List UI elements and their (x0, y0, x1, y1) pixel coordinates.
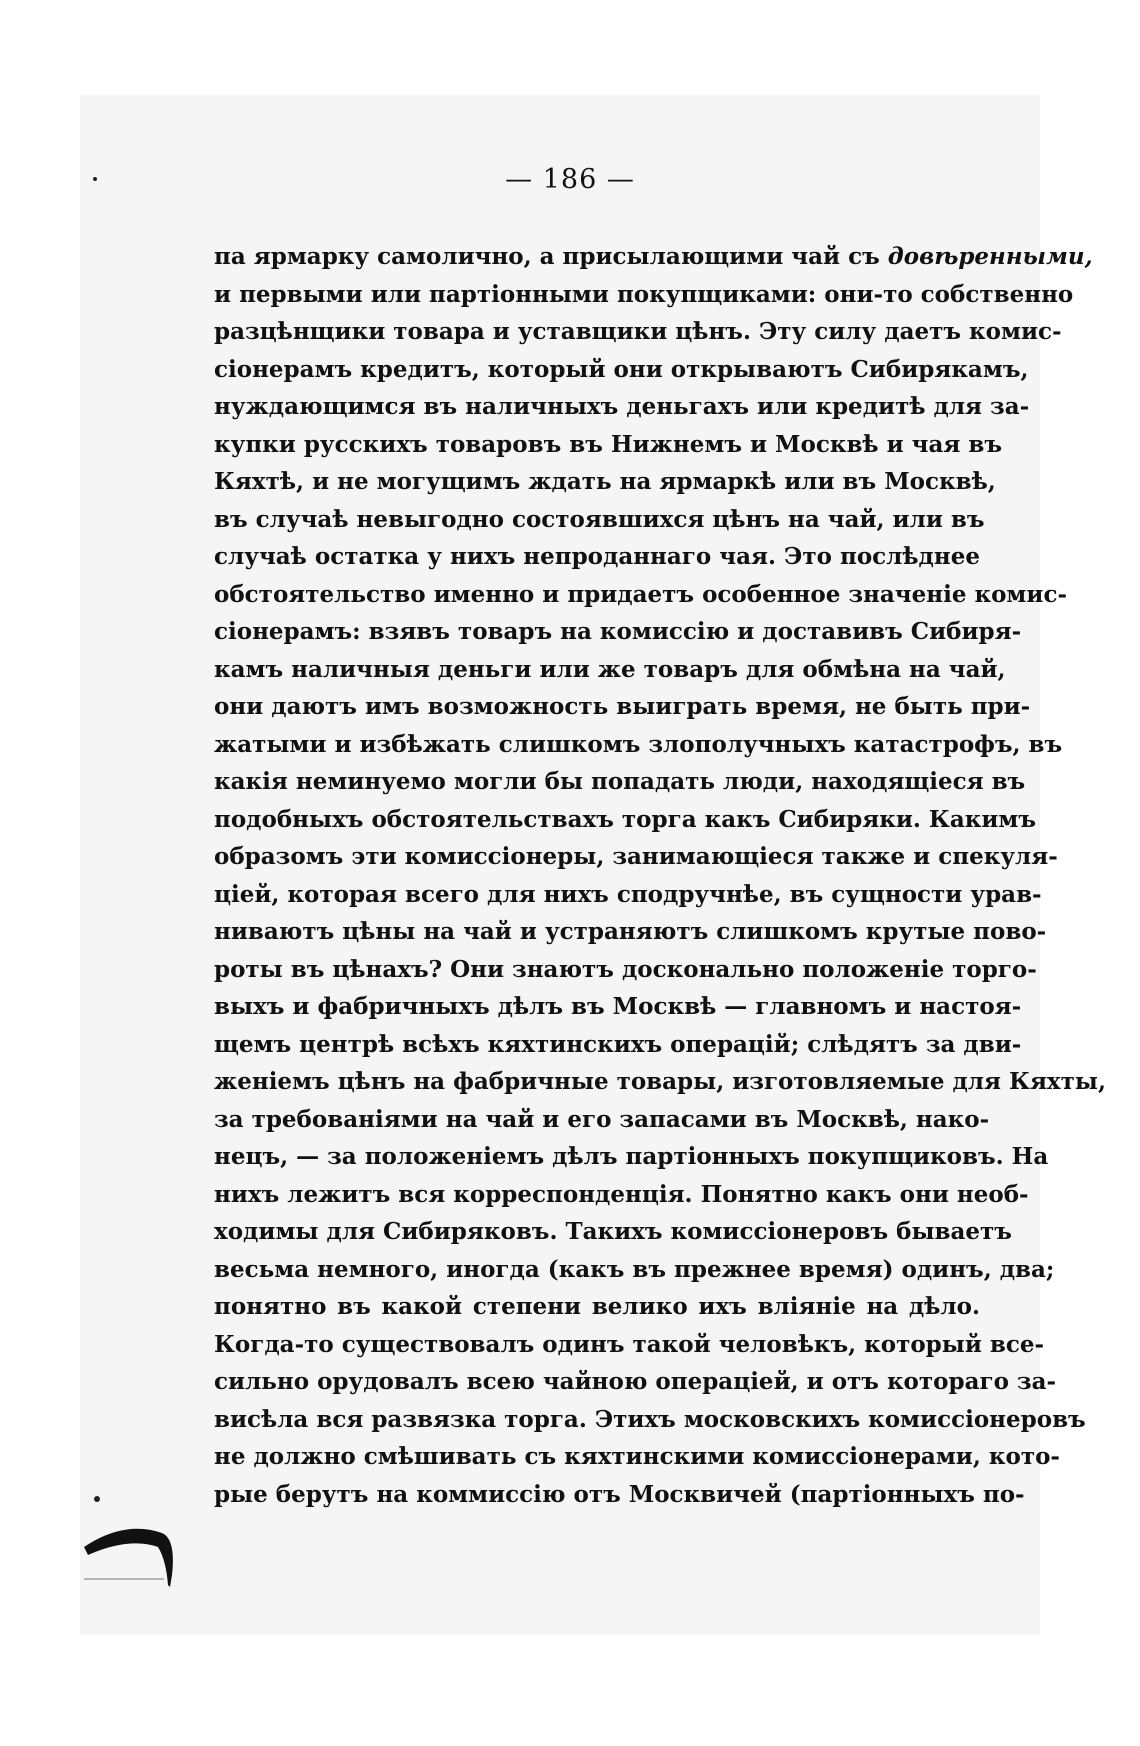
text-line (214, 501, 985, 539)
text-line-content: щемъ центрѣ всѣхъ кяхтинскихъ операцій; слѣдятъ за дви- (214, 1030, 1022, 1058)
text-line-content: подобныхъ обстоятельствахъ торга какъ Сибиряки. Какимъ (214, 805, 1037, 833)
text-line-content: Когда-то существовалъ одинъ такой человѣкъ, который все- (214, 1330, 1045, 1358)
text-line-content: образомъ эти комиссіонеры, занимающіеся также и спекуля- (214, 843, 1058, 870)
text-line (214, 688, 1031, 726)
text-line (214, 1363, 1057, 1401)
text-line-content: какія неминуемо могли бы попадать люди, находящіеся въ (214, 768, 1026, 795)
text-line-content: случаѣ остатка у нихъ непроданнаго чая. Это послѣднее (214, 543, 980, 570)
text-line (214, 1476, 1025, 1514)
text-line (214, 1326, 1045, 1364)
text-line-content: сіонерамъ кредитъ, который они открываютъ Сибирякамъ, (214, 355, 1029, 383)
text-line (214, 1438, 1060, 1476)
text-line-content: нуждающимся въ наличныхъ деньгахъ или кредитѣ для за- (214, 393, 1030, 420)
text-line (214, 913, 1047, 951)
text-line-content: обстоятельство именно и придаетъ особенное значеніе комис- (214, 580, 1068, 608)
text-line-content: рые берутъ на коммиссію отъ Москвичей (партіонныхъ по- (214, 1480, 1025, 1508)
text-line-content: нецъ, — за положеніемъ дѣлъ партіонныхъ покупщиковъ. На (214, 1143, 1049, 1170)
text-line (214, 801, 1037, 839)
ink-blot-mark (84, 1515, 194, 1595)
text-line-content: нихъ лежитъ вся корреспонденція. Понятно какъ они необ- (214, 1180, 1029, 1208)
text-line (214, 951, 1037, 989)
text-line (214, 763, 1026, 801)
text-line-content: роты въ цѣнахъ? Они знаютъ досконально положеніе торго- (214, 955, 1037, 983)
speck-mark (94, 1496, 100, 1502)
text-line-content: ниваютъ цѣны на чай и устраняютъ слишкомъ крутые пово- (214, 918, 1047, 945)
text-line-content: въ случаѣ невыгодно состоявшихся цѣнъ на чай, или въ (214, 505, 985, 533)
text-line (214, 276, 1074, 314)
page-number: — 186 — (505, 164, 635, 195)
text-line-content: Кяхтѣ, и не могущимъ ждать на ярмаркѣ или въ Москвѣ, (214, 468, 996, 495)
text-line-content: понятно въ какой степени велико ихъ вліяніе на дѣло. (214, 1293, 980, 1320)
text-line (214, 613, 1022, 651)
text-line-content: ціей, которая всего для нихъ сподручнѣе, въ сущности урав- (214, 880, 1042, 908)
text-line (214, 576, 1068, 614)
text-line (214, 388, 1030, 426)
text-line-content: не должно смѣшивать съ кяхтинскими комиссіонерами, кото- (214, 1443, 1060, 1470)
text-line (214, 1101, 990, 1139)
text-line-content: и первыми или партіонными покупщиками: они-то собственно (214, 280, 1074, 308)
text-line-content: сильно орудовалъ всею чайною операціей, и отъ котораго за- (214, 1368, 1057, 1395)
text-line-content: камъ наличныя деньги или же товаръ для обмѣна на чай, (214, 655, 1006, 683)
text-line (214, 1288, 980, 1326)
text-line-content: весьма немного, иногда (какъ въ прежнее время) одинъ, два; (214, 1255, 1055, 1283)
text-line-content: за требованіями на чай и его запасами въ Москвѣ, нако- (214, 1105, 990, 1133)
text-line (214, 1176, 1029, 1214)
text-line (214, 651, 1006, 689)
text-line (214, 726, 1063, 764)
text-line-content: жатыми и избѣжать слишкомъ злополучныхъ катастрофъ, въ (214, 730, 1063, 758)
text-line (214, 351, 1029, 389)
text-line-content: ходимы для Сибиряковъ. Такихъ комиссіонеровъ бываетъ (214, 1218, 1012, 1245)
body-text (214, 238, 1106, 1513)
text-line (214, 1063, 1106, 1101)
text-line (214, 1251, 1055, 1289)
text-line-content: купки русскихъ товаровъ въ Нижнемъ и Москвѣ и чая въ (214, 430, 1003, 458)
text-line (214, 1213, 1012, 1251)
text-line (214, 988, 1022, 1026)
text-line (214, 1138, 1049, 1176)
text-line (214, 313, 1062, 351)
text-line-content: выхъ и фабричныхъ дѣлъ въ Москвѣ — главномъ и настоя- (214, 993, 1022, 1020)
text-line (214, 538, 980, 576)
text-line (214, 838, 1058, 876)
text-line (214, 426, 1003, 464)
text-line (214, 1401, 1086, 1439)
text-line (214, 238, 1093, 276)
text-line (214, 876, 1042, 914)
speck-mark (93, 177, 97, 181)
text-line (214, 463, 996, 501)
text-line-content: они даютъ имъ возможность выиграть время, не быть при- (214, 693, 1031, 720)
text-line-content: разцѣнщики товара и уставщики цѣнъ. Эту силу даетъ комис- (214, 318, 1062, 345)
text-line-content: висѣла вся развязка торга. Этихъ московскихъ комиссіонеровъ (214, 1405, 1086, 1433)
text-line-content: па ярмарку самолично, а присылающими чай съ (214, 243, 888, 270)
italic-emphasis: довѣренными, (887, 243, 1093, 270)
text-line (214, 1026, 1022, 1064)
text-line-content: женіемъ цѣнъ на фабричные товары, изготовляемые для Кяхты, (214, 1068, 1106, 1095)
text-line-content: сіонерамъ: взявъ товаръ на комиссію и доставивъ Сибиря- (214, 618, 1022, 645)
